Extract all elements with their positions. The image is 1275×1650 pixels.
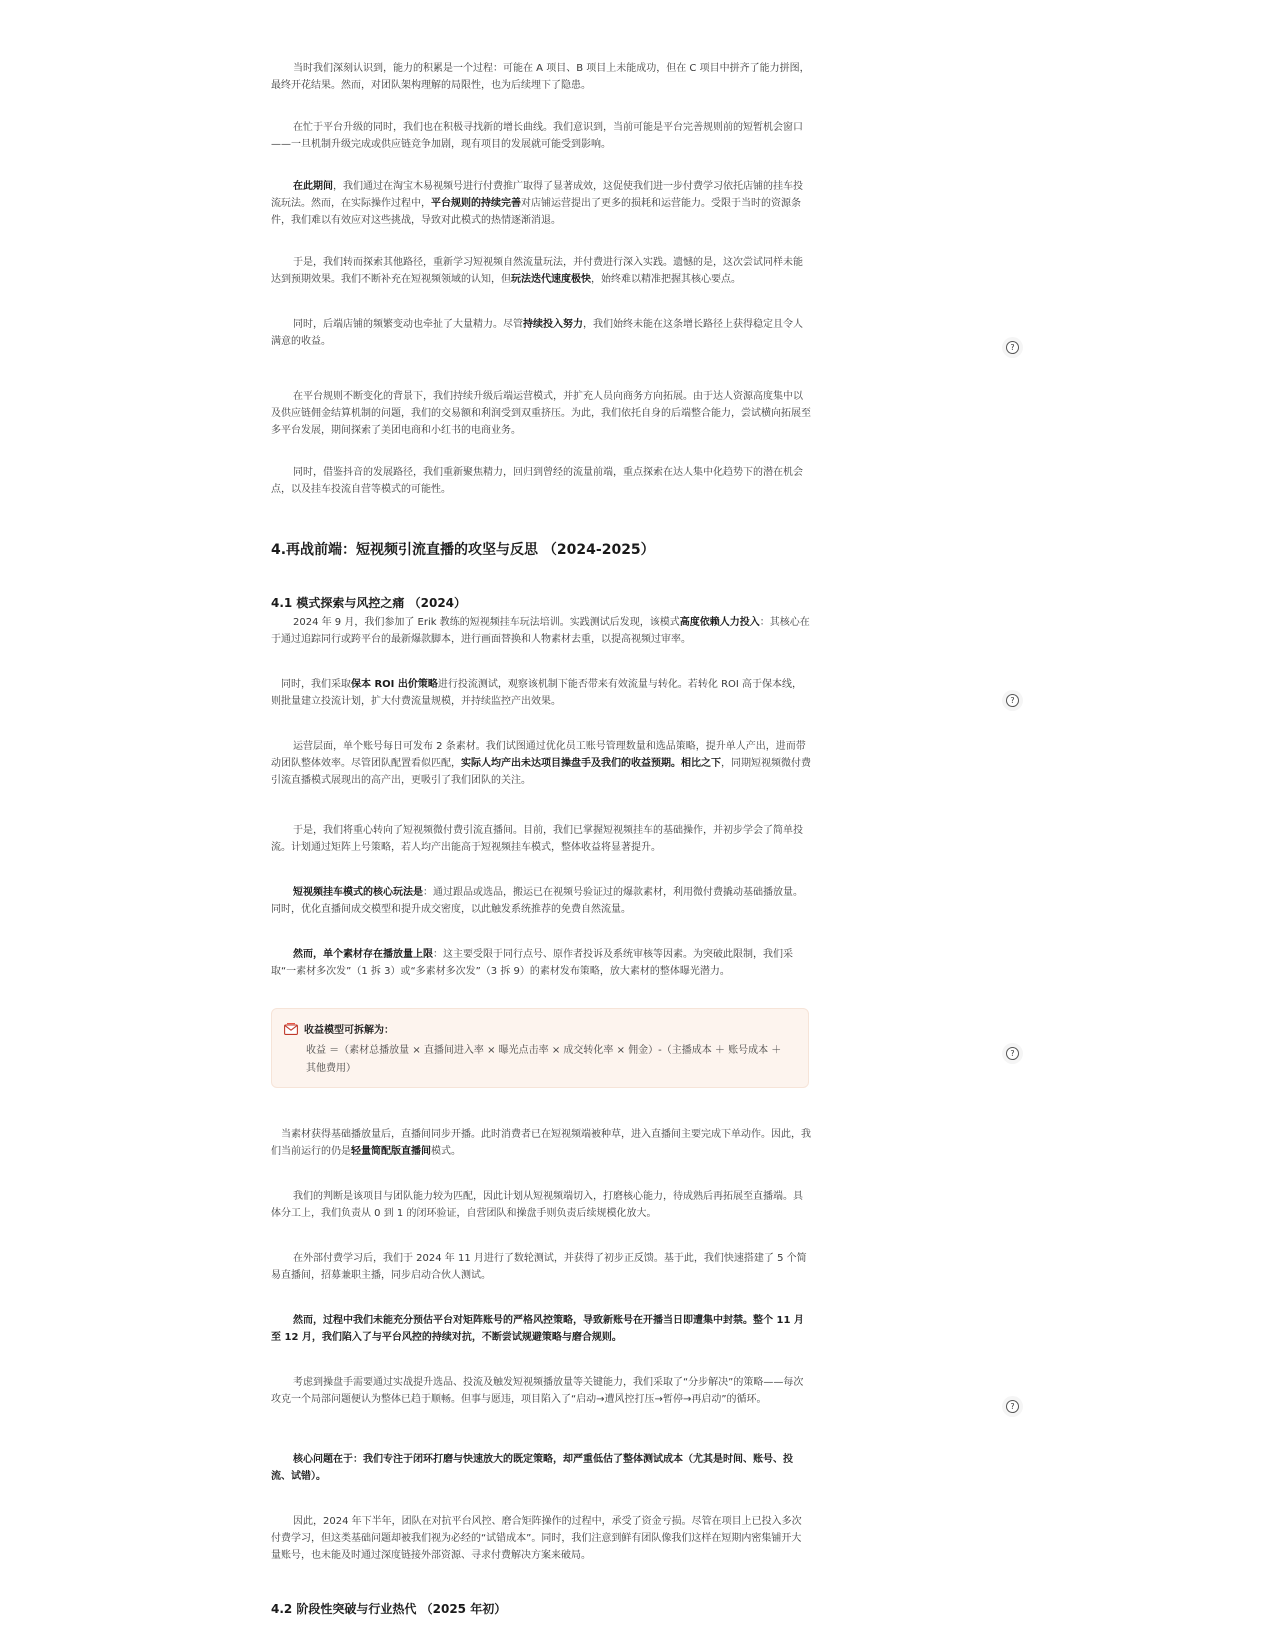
subsection-heading-4-2: 4.2 阶段性突破与行业热代 （2025 年初） [271, 1602, 507, 1616]
paragraph-11: 于是，我们将重心转向了短视频微付费引流直播间。目前，我们已掌握短视频挂车的基础操作，并初步学会了简单投流。计划通过矩阵上号策略，若人均产出能高于短视频挂车模式，整体收益将显著提升。 [271, 825, 803, 853]
bold-text: 保本 ROI 出价策略 [351, 679, 438, 690]
paragraph-1: 当时我们深刻认识到，能力的积累是一个过程：可能在 A 项目、B 项目上未能成功，但在 C 项目中拼齐了能力拼图，最终开花结果。然而，对团队架构理解的局限性，也为后续埋下了隐患。 [271, 63, 810, 91]
text: 同时，后端店铺的频繁变动也牵扯了大量精力。尽管 [293, 319, 523, 330]
bold-text: 轻量简配版直播间 [351, 1146, 431, 1157]
text: ：其核心在于通过追踪同行或跨平台的最新爆款脚本，进行画面替换和人物素材去重，以提高视频过审率。 [271, 617, 810, 645]
text: ：这主要受限于同行点号、原作者投诉及系统审核等因素。为突破此限制，我们采取“一素材多次发”（1 拆 3）或“多素材多次发”（3 拆 9）的素材发布策略，放大素材的整体曝光潜力。 [271, 949, 793, 977]
callout-title-text: 收益模型可拆解为： [304, 1025, 394, 1036]
paragraph-18: 考虑到操盘手需要通过实战提升选品、投流及触发短视频播放量等关键能力，我们采取了“分步解决”的策略——每次攻克一个局部问题便认为整体已趋于顺畅。但事与愿违，项目陷入了“启动→遭风控打压→暂停→再启动”的循环。 [271, 1377, 804, 1405]
bold-text: 平台规则的持续完善 [431, 198, 521, 209]
text: 当素材获得基础播放量后，直播间同步开播。此时消费者已在短视频端被种草，进入直播间主要完成下单动作。因此，我们当前运行的仍是 [271, 1129, 811, 1157]
text: ，同期短视频微付费引流直播模式展现出的高产出，更吸引了我们团队的关注。 [271, 758, 811, 786]
paragraph-10 [271, 738, 811, 789]
text: ，我们始终未能在这条增长路径上获得稳定且令人满意的收益。 [271, 319, 803, 347]
help-icon[interactable]: ? [1006, 1047, 1019, 1060]
paragraph-4 [271, 254, 811, 288]
revenue-model-callout [271, 1008, 809, 1088]
paragraph-6: 在平台规则不断变化的背景下，我们持续升级后端运营模式，并扩充人员向商务方向拓展。由于达人资源高度集中以及供应链佣金结算机制的问题，我们的交易额和利润受到双重挤压。为此，我们依托自身的后端整合能力，尝试横向拓展至多平台发展，期间探索了美团电商和小红书的电商业务。 [271, 391, 811, 436]
text: 进行投流测试，观察该机制下能否带来有效流量与转化。若转化 ROI 高于保本线，则批量建立投流计划，扩大付费流量规模，并持续监控产出效果。 [271, 679, 803, 707]
bold-text: 在此期间 [293, 181, 333, 192]
paragraph-13 [271, 946, 811, 980]
help-icon[interactable]: ? [1006, 694, 1019, 707]
paragraph-12 [271, 884, 811, 918]
text: ，始终难以精准把握其核心要点。 [591, 274, 741, 285]
text: 于是，我们转而探索其他路径，重新学习短视频自然流量玩法，并付费进行深入实践。遗憾的是，这次尝试同样未能达到预期效果。我们不断补充在短视频领域的认知，但 [271, 257, 803, 285]
paragraph-15: 我们的判断是该项目与团队能力较为匹配，因此计划从短视频端切入，打磨核心能力，待成熟后再拓展至直播端。具体分工上，我们负责从 0 到 1 的闭环验证，自营团队和操盘手则负责后续规模化放大。 [271, 1191, 803, 1219]
bold-text: 高度依赖人力投入 [679, 617, 760, 628]
paragraph-8 [271, 614, 811, 648]
text: 2024 年 9 月，我们参加了 Erik 教练的短视频挂车玩法培训。实践测试后发现，该模式 [293, 617, 680, 628]
envelope-icon [284, 1023, 298, 1035]
callout-title [284, 1021, 796, 1036]
text: 对店铺运营提出了更多的损耗和运营能力。受限于当时的资源条件，我们难以有效应对这些挑战，导致对此模式的热情逐渐消退。 [271, 198, 801, 226]
paragraph-2: 在忙于平台升级的同时，我们也在积极寻找新的增长曲线。我们意识到，当前可能是平台完善规则前的短暂机会窗口——一旦机制升级完成或供应链竞争加剧，现有项目的发展就可能受到影响。 [271, 122, 803, 150]
bold-text: 然而，单个素材存在播放量上限 [293, 949, 433, 960]
bold-text: 短视频挂车模式的核心玩法是 [293, 887, 423, 898]
paragraph-14 [271, 1126, 811, 1160]
paragraph-3 [271, 178, 811, 229]
text: ，我们通过在淘宝木易视频号进行付费推广取得了显著成效，这促使我们进一步付费学习依托店铺的挂车投流玩法。然而，在实际操作过程中， [271, 181, 803, 209]
paragraph-7: 同时，借鉴抖音的发展路径，我们重新聚焦精力，回归到曾经的流量前端，重点探索在达人集中化趋势下的潜在机会点，以及挂车投流自营等模式的可能性。 [271, 467, 803, 495]
text: 模式。 [431, 1146, 461, 1157]
text: ：通过跟品或选品，搬运已在视频号验证过的爆款素材，利用微付费撬动基础播放量。同时，优化直播间成交模型和提升成交密度，以此触发系统推荐的免费自然流量。 [271, 887, 803, 915]
help-icon[interactable]: ? [1006, 1400, 1019, 1413]
paragraph-19: 核心问题在于：我们专注于闭环打磨与快速放大的既定策略，却严重低估了整体测试成本（尤其是时间、账号、投流、试错）。 [271, 1454, 793, 1482]
bold-text: 持续投入努力 [523, 319, 583, 330]
bold-text: 实际人均产出未达项目操盘手及我们的收益预期。相比之下 [461, 758, 721, 769]
paragraph-20: 因此，2024 年下半年，团队在对抗平台风控、磨合矩阵操作的过程中，承受了资金亏损。尽管在项目上已投入多次付费学习，但这类基础问题却被我们视为必经的“试错成本”。同时，我们注意到鲜有团队像我们这样在短期内密集铺开大量账号，也未能及时通过深度链接外部资源、寻求付费解决方案来破局。 [271, 1516, 802, 1561]
text: 运营层面，单个账号每日可发布 2 条素材。我们试图通过优化员工账号管理数量和选品策略，提升单人产出，进而带动团队整体效率。尽管团队配置看似匹配， [271, 741, 806, 769]
callout-formula: 收益 ＝（素材总播放量 × 直播间进入率 × 曝光点击率 × 成交转化率 × 佣金）-（主播成本 ＋ 账号成本 ＋ 其他费用） [306, 1045, 782, 1074]
subsection-heading-4-1: 4.1 模式探索与风控之痛 （2024） [271, 596, 467, 610]
paragraph-9 [271, 676, 811, 710]
section-heading-4: 4.再战前端：短视频引流直播的攻坚与反思 （2024-2025） [271, 542, 655, 558]
paragraph-5 [271, 316, 811, 350]
paragraph-16: 在外部付费学习后，我们于 2024 年 11 月进行了数轮测试，并获得了初步正反馈。基于此，我们快速搭建了 5 个简易直播间，招募兼职主播，同步启动合伙人测试。 [271, 1253, 807, 1281]
paragraph-17: 然而，过程中我们未能充分预估平台对矩阵账号的严格风控策略，导致新账号在开播当日即遭集中封禁。整个 11 月至 12 月，我们陷入了与平台风控的持续对抗，不断尝试规避策略与磨合规则。 [271, 1315, 804, 1343]
help-icon[interactable]: ? [1006, 341, 1019, 354]
bold-text: 玩法迭代速度极快 [511, 274, 591, 285]
text: 同时，我们采取 [281, 679, 351, 690]
